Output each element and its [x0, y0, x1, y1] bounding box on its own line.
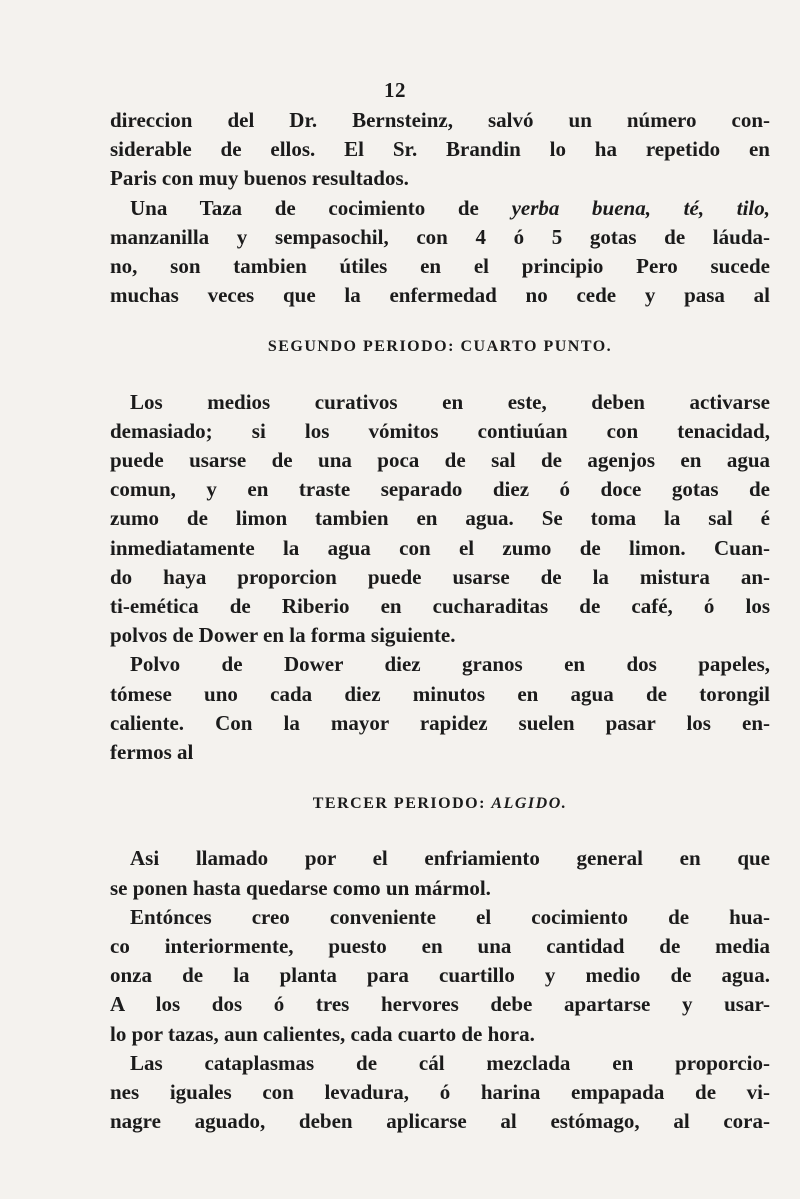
text-line: zumo de limon tambien en agua. Se toma la sal é — [110, 506, 770, 531]
text-line: nagre aguado, deben aplicarse al estómago, al cora- — [110, 1109, 770, 1134]
text-line: tómese uno cada diez minutos en agua de torongil — [110, 681, 770, 706]
text-line: ti-emética de Riberio en cucharaditas de café, ó los — [110, 594, 770, 619]
text-line: direccion del Dr. Bernsteinz, salvó un número con- — [110, 108, 770, 132]
page-number: 12 — [384, 78, 406, 102]
text-line: puede usarse de una poca de sal de agenjos en agua — [110, 448, 770, 473]
text-line: Las cataplasmas de cál mezclada en proporcio- — [130, 1050, 770, 1075]
body-text — [110, 106, 770, 1137]
text-line: do haya proporcion puede usarse de la mistura an- — [110, 564, 770, 589]
text-line: manzanilla y sempasochil, con 4 ó 5 gotas de láuda- — [110, 224, 770, 249]
text-line: se ponen hasta quedarse como un mármol. — [110, 875, 491, 900]
section-heading — [110, 789, 770, 818]
text-line: polvos de Dower en la forma siguiente. — [110, 623, 456, 648]
text-line: co interiormente, puesto en una cantidad de media — [110, 934, 770, 959]
text-line: comun, y en traste separado diez ó doce gotas de — [110, 477, 770, 502]
text-line: muchas veces que la enfermedad no cede y pasa al — [110, 283, 770, 308]
section-heading: SEGUNDO PERIODO: CUARTO PUNTO. — [267, 338, 613, 356]
text-line: lo por tazas, aun calientes, cada cuarto de hora. — [110, 1021, 535, 1046]
text-line: Polvo de Dower diez granos en dos papeles, — [130, 652, 770, 677]
text-line: Entónces creo conveniente el cocimiento de hua- — [130, 904, 770, 929]
heading-text: TERCER PERIODO: — [312, 795, 492, 813]
heading-italic: ALGIDO. — [491, 795, 568, 813]
text-line — [110, 194, 770, 223]
text-line: caliente. Con la mayor rapidez suelen pasar los en- — [110, 710, 770, 735]
text-run: Una Taza de cocimiento de — [130, 195, 512, 220]
text-line: Asi llamado por el enfriamiento general en que — [130, 846, 770, 871]
italic-run: yerba buena, té, tilo, — [511, 195, 770, 220]
text-line: fermos al — [110, 740, 194, 765]
text-line: Los medios curativos en este, deben activarse — [130, 389, 770, 414]
text-line: onza de la planta para cuartillo y medio de agua. — [110, 963, 770, 988]
text-line: nes iguales con levadura, ó harina empapada de vi- — [110, 1080, 770, 1105]
text-line: Paris con muy buenos resultados. — [110, 166, 409, 191]
text-line: inmediatamente la agua con el zumo de limon. Cuan- — [110, 535, 770, 560]
text-line: no, son tambien útiles en el principio Pero sucede — [110, 254, 770, 279]
text-line: demasiado; si los vómitos contiuúan con tenacidad, — [110, 418, 770, 443]
text-line: A los dos ó tres hervores debe apartarse y usar- — [110, 992, 770, 1017]
text-line: siderable de ellos. El Sr. Brandin lo ha repetido en — [110, 137, 770, 162]
